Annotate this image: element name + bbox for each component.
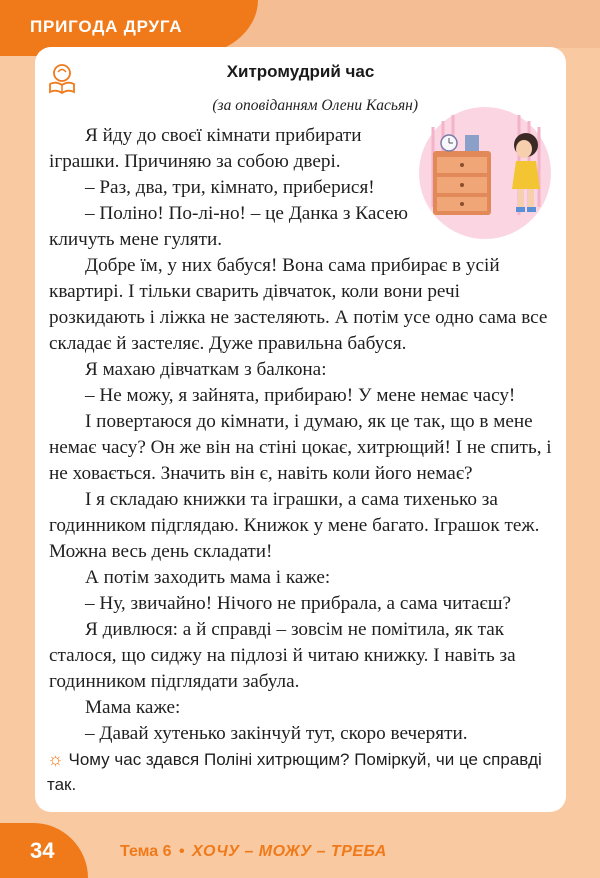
paragraph: – Раз, два, три, кімнато, приберися! <box>85 177 375 198</box>
paragraph: – Ну, звичайно! Нічого не прибрала, а сама читаєш? <box>85 593 512 614</box>
theme-separator: • <box>178 843 185 860</box>
paragraph: Я дивлюся: а й справді – зовсім не помітила, як так сталося, що сиджу на підлозі й читаю книжку. І навіть за годинником підглядати забула. <box>49 619 516 692</box>
sun-icon: ☼ <box>47 749 64 769</box>
theme-title: ХОЧУ – МОЖУ – ТРЕБА <box>192 843 387 860</box>
paragraph: Добре їм, у них бабуся! Вона сама прибирає в усій квартирі. І тільки сварить дівчаток, коли вони речі розкидають і ліжка не застеляють. А потім усе одно сама все складає й застеляє. Дуже правильна бабуся. <box>49 255 548 354</box>
story-text <box>49 123 557 747</box>
paragraph: Мама каже: <box>85 697 181 718</box>
paragraph: – Не можу, я зайнята, прибираю! У мене немає часу! <box>85 385 516 406</box>
section-title: ПРИГОДА ДРУГА <box>30 17 183 36</box>
theme-number: Тема 6 <box>120 843 172 860</box>
story-card <box>35 47 566 812</box>
story-subtitle: (за оповіданням Олени Касьян) <box>212 97 418 114</box>
paragraph: І я складаю книжки та іграшки, а сама тихенько за годинником підглядаю. Книжок у мене багато. Іграшок теж. Можна весь день складати! <box>49 489 540 562</box>
question-block <box>47 747 552 797</box>
paragraph: Я йду до своєї кімнати прибирати іграшки. Причиняю за собою двері. <box>49 125 362 172</box>
theme-label <box>120 843 387 861</box>
paragraph: І повертаюся до кімнати, і думаю, як це так, що в мене немає часу? Он же він на стіні цокає, хитрющий! І не спить, і не ховається. Значить він є, навіть коли його немає? <box>49 411 552 484</box>
paragraph: – Поліно! По-лі-но! – це Данка з Касею кличуть мене гуляти. <box>49 203 408 250</box>
paragraph: Я махаю дівчаткам з балкона: <box>85 359 327 380</box>
question-text: Чому час здався Поліні хитрющим? Поміркуй, чи це справді так. <box>47 750 542 794</box>
paragraph: – Давай хутенько закінчуй тут, скоро вечеряти. <box>85 723 468 744</box>
paragraph: А потім заходить мама і каже: <box>85 567 331 588</box>
story-title: Хитромудрий час <box>226 62 375 81</box>
page-number: 34 <box>30 838 55 863</box>
